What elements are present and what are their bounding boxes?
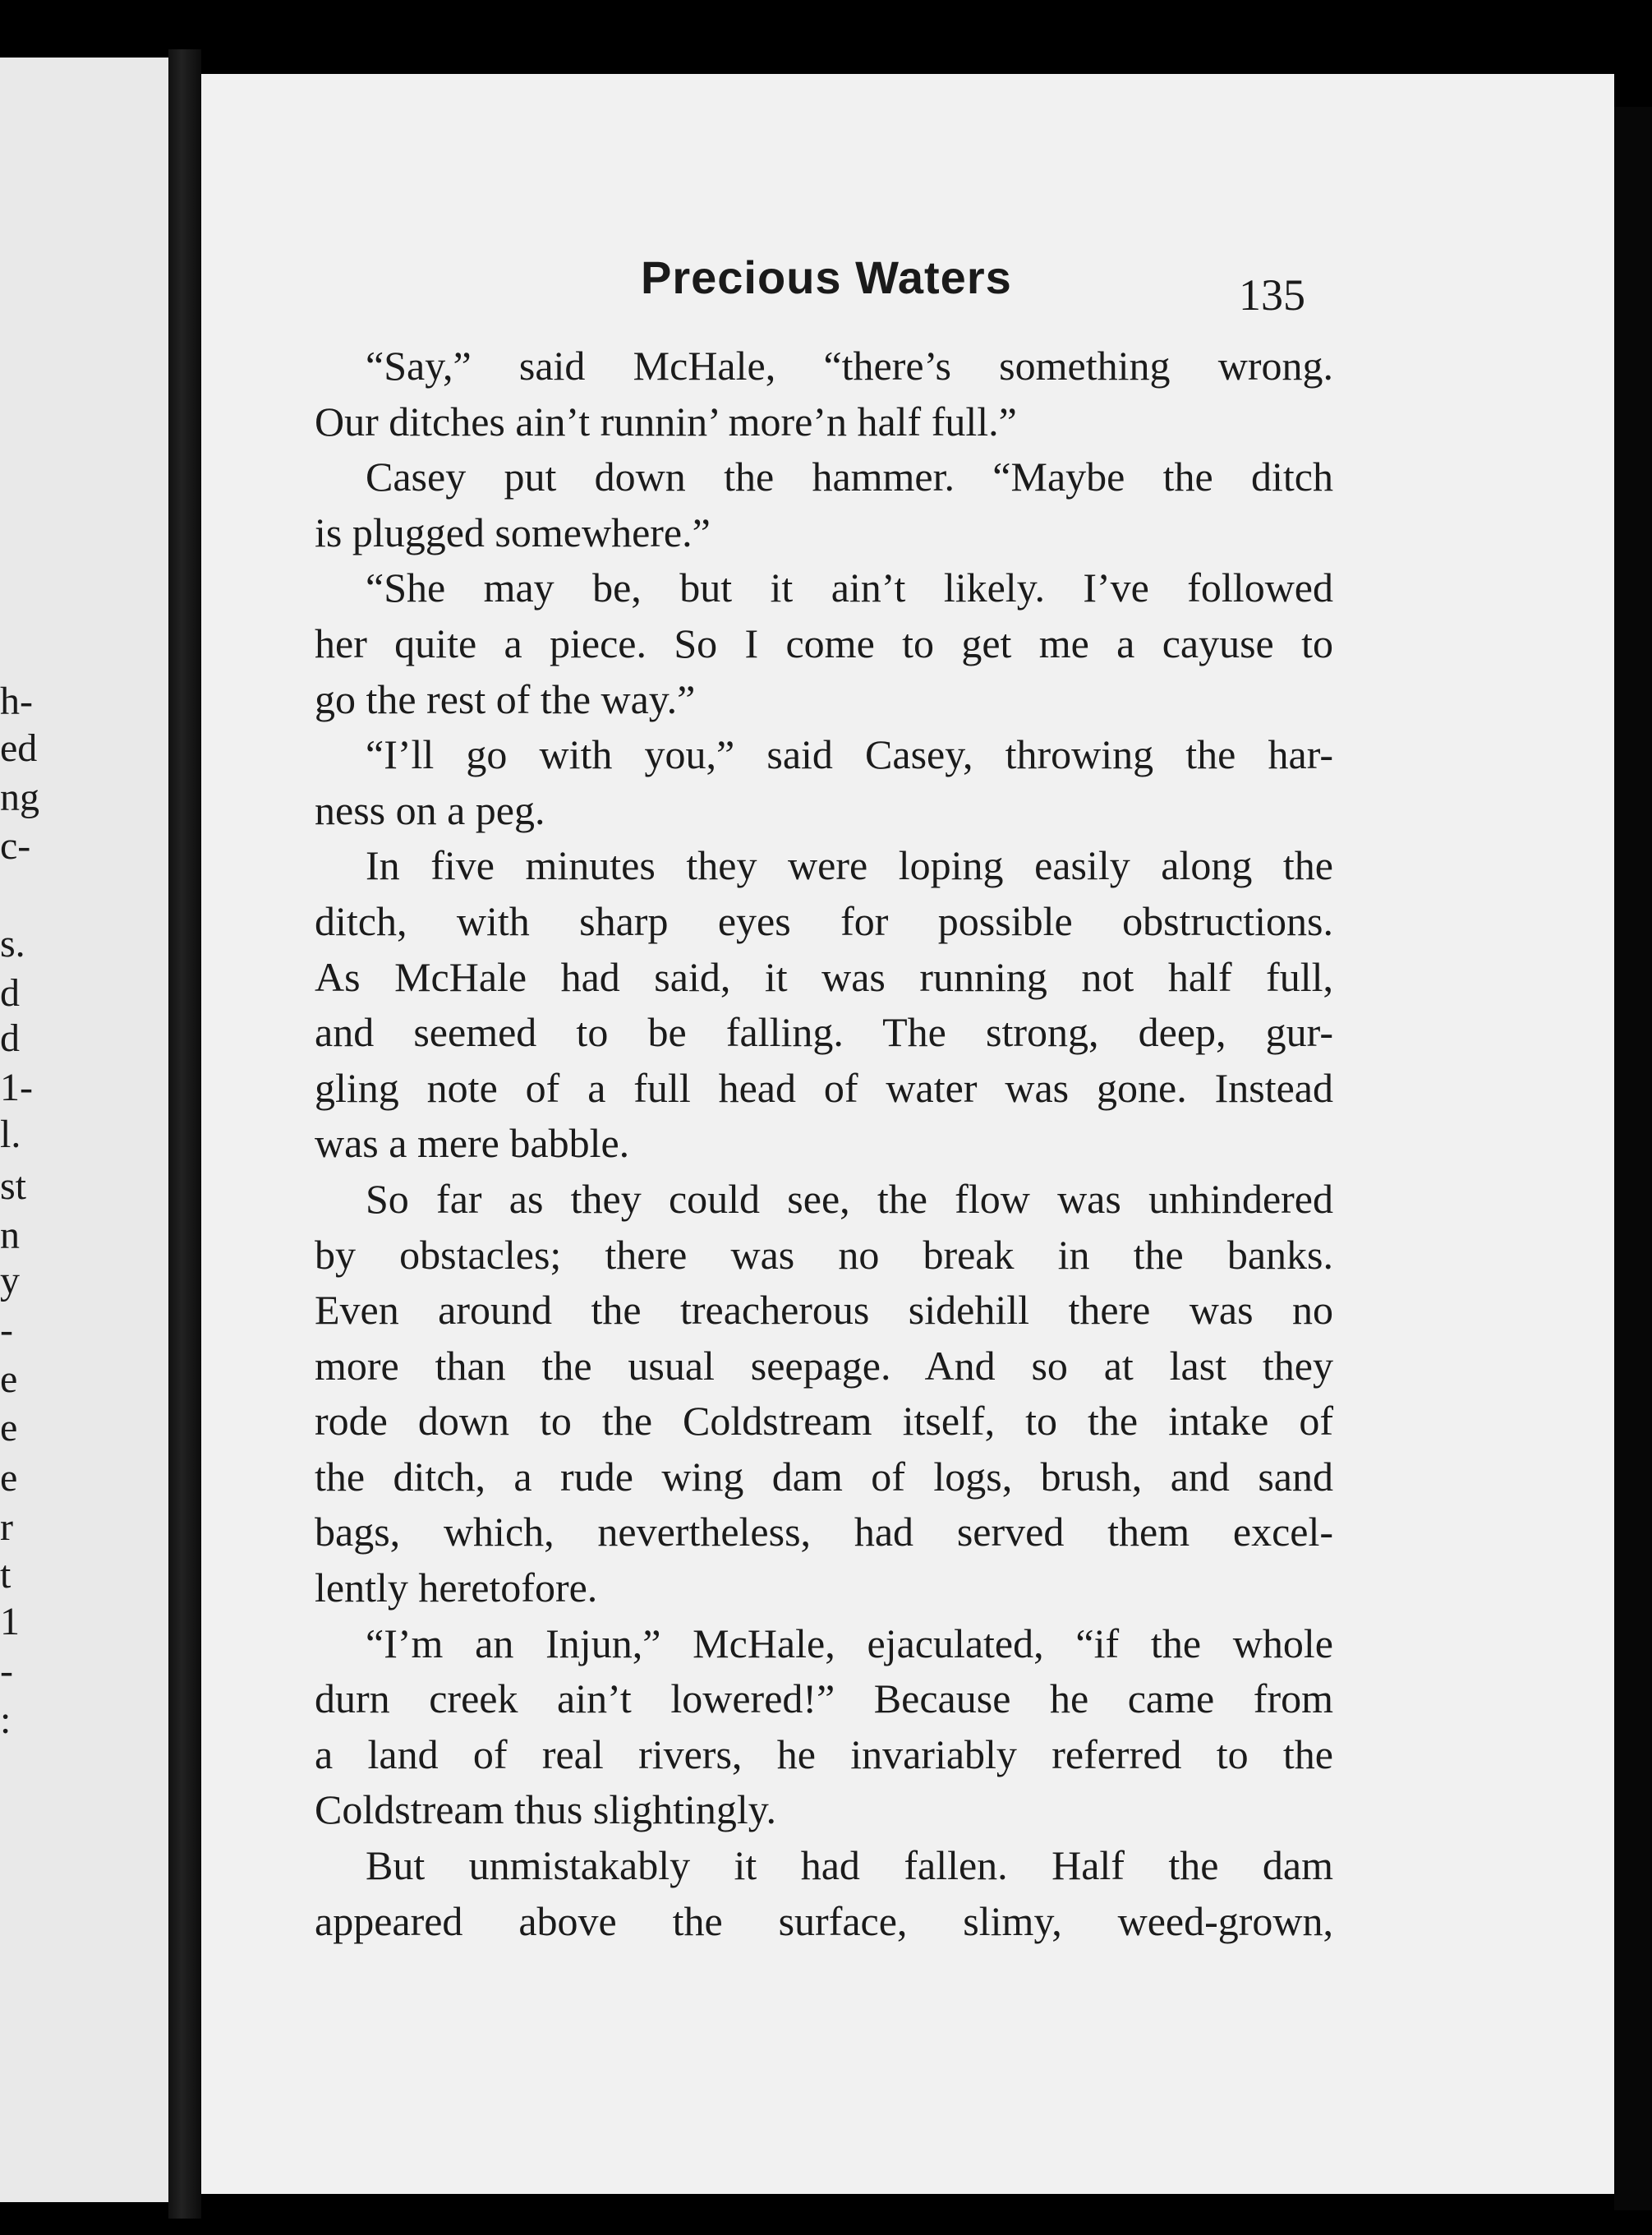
previous-page-fragment: y [0, 1259, 20, 1302]
previous-page-fragment: d [0, 1016, 20, 1060]
text-line: lently heretofore. [315, 1564, 598, 1611]
text-line: Our ditches ain’t runnin’ more’n half full.” [315, 398, 1017, 445]
text-line: go the rest of the way.” [315, 675, 696, 722]
text-line: As McHale had said, it was running not half full, [315, 953, 1333, 1000]
previous-page-fragment: ng [0, 776, 39, 819]
text-line: ness on a peg. [315, 786, 545, 833]
text-line: gling note of a full head of water was gone. Instead [315, 1064, 1333, 1111]
text-line: the ditch, a rude wing dam of logs, brush, and sand [315, 1453, 1333, 1500]
text-line: was a mere babble. [315, 1120, 630, 1167]
text-line: rode down to the Coldstream itself, to the intake of [315, 1398, 1333, 1445]
text-line: more than the usual seepage. And so at last they [315, 1342, 1333, 1389]
text-line: appeared above the surface, slimy, weed-grown, [315, 1897, 1333, 1944]
previous-page-fragment: : [0, 1698, 12, 1742]
text-line: “I’m an Injun,” McHale, ejaculated, “if the whole [366, 1620, 1333, 1666]
text-line: is plugged somewhere.” [315, 509, 711, 555]
previous-page-fragment: 1 [0, 1600, 20, 1643]
previous-page-fragment: s. [0, 922, 25, 965]
text-line: In five minutes they were loping easily along the [366, 842, 1333, 889]
previous-page-fragment: r [0, 1505, 13, 1549]
running-title: Precious Waters [641, 251, 1012, 303]
text-line: So far as they could see, the flow was unhindered [366, 1175, 1333, 1222]
text-line: her quite a piece. So I come to get me a cayuse to [315, 620, 1333, 666]
text-line: ditch, with sharp eyes for possible obstructions. [315, 897, 1333, 944]
previous-page-fragment: l. [0, 1113, 21, 1156]
previous-page-fragment: d [0, 971, 20, 1015]
text-line: a land of real rivers, he invariably referred to the [315, 1730, 1333, 1777]
text-line: Casey put down the hammer. “Maybe the ditch [366, 454, 1333, 500]
previous-page-fragment: 1- [0, 1066, 33, 1109]
text-line: “She may be, but it ain’t likely. I’ve followed [366, 565, 1333, 611]
text-line: “I’ll go with you,” said Casey, throwing the har- [366, 731, 1333, 778]
previous-page-fragment: e [0, 1357, 18, 1401]
text-line: Even around the treacherous sidehill there was no [315, 1287, 1333, 1334]
previous-page-fragment: h- [0, 680, 33, 723]
text-line: and seemed to be falling. The strong, deep, gur- [315, 1009, 1333, 1056]
body-text [315, 339, 1333, 1949]
text-line: Coldstream thus slightingly. [315, 1786, 777, 1833]
text-line: by obstacles; there was no break in the banks. [315, 1231, 1333, 1278]
previous-page-edge [0, 58, 168, 2202]
text-line: bags, which, nevertheless, had served them excel- [315, 1509, 1333, 1555]
previous-page-fragment: e [0, 1406, 18, 1449]
previous-page-fragment: - [0, 1649, 13, 1693]
previous-page-fragment: t [0, 1553, 12, 1597]
previous-page-fragment: ed [0, 726, 38, 770]
text-line: “Say,” said McHale, “there’s something wrong. [366, 343, 1333, 389]
previous-page-fragment: c- [0, 824, 31, 868]
previous-page-fragment: e [0, 1456, 18, 1500]
text-line: But unmistakably it had fallen. Half the dam [366, 1842, 1333, 1889]
text-line: durn creek ain’t lowered!” Because he came from [315, 1675, 1333, 1722]
page-right-edge [1614, 107, 1652, 2210]
previous-page-fragment: - [0, 1308, 13, 1352]
page-number: 135 [1239, 270, 1305, 320]
previous-page-fragment: n [0, 1214, 20, 1257]
previous-page-fragment: st [0, 1164, 27, 1208]
book-gutter [168, 49, 201, 2219]
